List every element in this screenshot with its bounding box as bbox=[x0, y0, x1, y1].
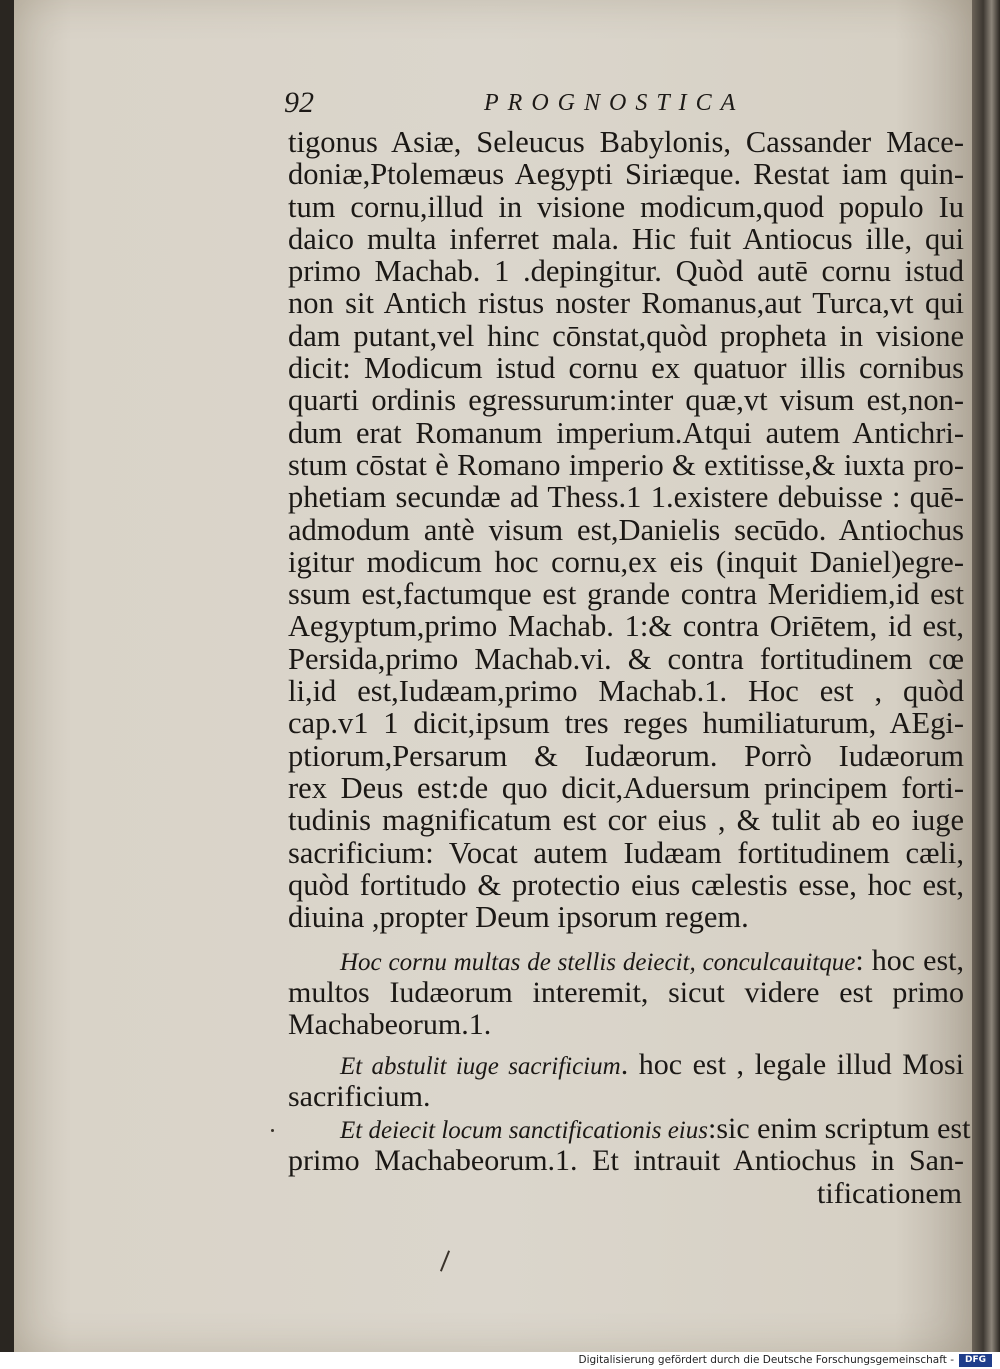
commentary-paragraph bbox=[288, 1112, 971, 1177]
text-line: multos Iudæorum interemit, sicut videre est primo bbox=[288, 976, 964, 1009]
text-line: quarti ordinis egressurum:inter quæ,vt visum est,non- bbox=[288, 383, 964, 418]
lemma-line bbox=[288, 1112, 971, 1145]
lemma-gloss: :sic enim scriptum est bbox=[707, 1112, 971, 1145]
text-line: rex Deus est:de quo dicit,Aduersum principem forti- bbox=[288, 770, 964, 805]
lemma-text: Hoc cornu multas de stellis deiecit, conculcauitque bbox=[340, 949, 856, 976]
text-line: diuina ,propter Deum ipsorum regem. bbox=[288, 900, 749, 935]
text-line: Persida,primo Machab.vi. & contra fortitudinem cœ bbox=[288, 641, 964, 676]
text-line: ptiorum,Persarum & Iudæorum. Porrò Iudæorum bbox=[288, 738, 964, 773]
commentary-paragraph bbox=[288, 945, 964, 1041]
lemma-gloss: : hoc est, bbox=[855, 944, 964, 977]
text-line: tudinis magnificatum est cor eius , & tulit ab eo iuge bbox=[288, 803, 964, 838]
lemma-line bbox=[288, 1049, 964, 1081]
text-line: primo Machab. 1 .depingitur. Quòd autē cornu istud bbox=[288, 254, 964, 289]
page-edge bbox=[972, 0, 1000, 1352]
text-line: Aegyptum,primo Machab. 1:& contra Oriētem, id est, bbox=[288, 609, 964, 644]
lemma-line bbox=[288, 945, 964, 977]
text-line: dum erat Romanum imperium.Atqui autem Antichri- bbox=[288, 415, 964, 450]
text-line: ssum est,factumque est grande contra Meridiem,id est bbox=[288, 577, 964, 612]
text-line: admodum antè visum est,Danielis secūdo. Antiochus bbox=[288, 512, 964, 547]
text-line: dicit: Modicum istud cornu ex quatuor illis cornibus bbox=[288, 351, 964, 386]
ink-dot bbox=[271, 1129, 274, 1132]
page-number: 92 bbox=[284, 86, 314, 119]
text-line: li,id est,Iudæam,primo Machab.1. Hoc est , quòd bbox=[288, 674, 964, 709]
text-line: stum cōstat è Romano imperio & extitisse,& iuxta pro- bbox=[288, 447, 964, 482]
catchword: tificationem bbox=[817, 1177, 962, 1210]
lemma-text: Et deiecit locum sanctificationis eius bbox=[340, 1117, 708, 1144]
running-title: PROGNOSTICA bbox=[484, 90, 745, 116]
text-line: doniæ,Ptolemæus Aegypti Siriæque. Restat iam quin- bbox=[288, 157, 964, 192]
funding-credit: Digitalisierung gefördert durch die Deutsche Forschungsgemeinschaft - bbox=[578, 1354, 954, 1366]
text-line: non sit Antich ristus noster Romanus,aut Turca,vt qui bbox=[288, 286, 964, 321]
text-line: dam putant,vel hinc cōnstat,quòd propheta in visione bbox=[288, 318, 964, 353]
dfg-logo-icon: DFG bbox=[959, 1354, 992, 1367]
lemma-gloss: . hoc est , legale illud Mosi bbox=[620, 1048, 964, 1081]
text-line: quòd fortitudo & protectio eius cælestis esse, hoc est, bbox=[288, 867, 964, 902]
text-line: tigonus Asiæ, Seleucus Babylonis, Cassander Mace- bbox=[288, 125, 964, 159]
lemma-text: Et abstulit iuge sacrificium bbox=[340, 1053, 621, 1080]
main-text-block bbox=[288, 126, 964, 933]
text-line: cap.v1 1 dicit,ipsum tres reges humiliaturum, AEgi- bbox=[288, 706, 964, 741]
text-line: primo Machabeorum.1. Et intrauit Antiochus in San- bbox=[288, 1144, 964, 1177]
text-line: sacrificium: Vocat autem Iudæam fortitudinem cæli, bbox=[288, 835, 964, 870]
commentary-paragraph bbox=[288, 1049, 964, 1113]
page-header bbox=[284, 86, 804, 126]
text-line: daico multa inferret mala. Hic fuit Antiocus ille, qui bbox=[288, 221, 964, 256]
text-line: igitur modicum hoc cornu,ex eis (inquit Daniel)egre- bbox=[288, 544, 964, 579]
text-line: phetiam secundæ ad Thess.1 1.existere debuisse : quē- bbox=[288, 480, 964, 515]
text-line: Machabeorum.1. bbox=[288, 1008, 492, 1041]
text-line: tum cornu,illud in visione modicum,quod populo Iu bbox=[288, 189, 964, 224]
text-line: sacrificium. bbox=[288, 1080, 431, 1113]
